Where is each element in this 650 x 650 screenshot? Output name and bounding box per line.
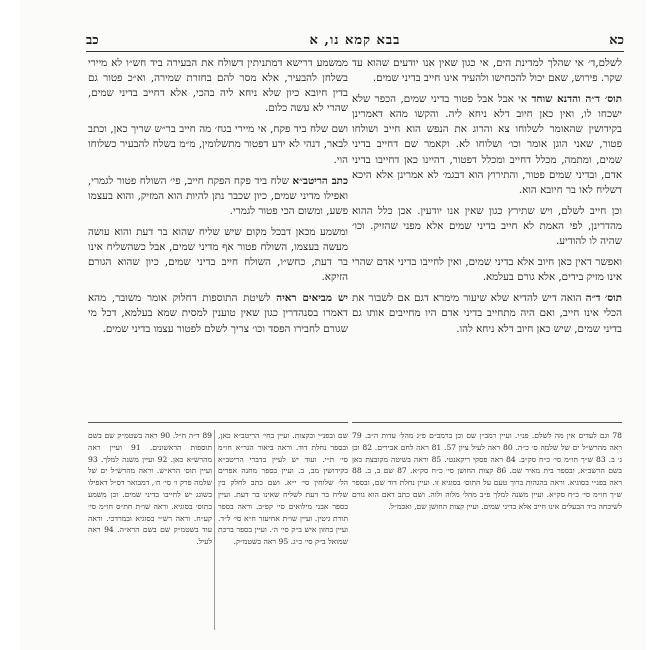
main-text-right-column (352, 56, 622, 421)
paragraph: ומשמע מכאן דבכל מקום שיש שליח שהוא בר דעת והוא עושה מעשה בעצמו, השולח פטור אף מדיני שמים, אבל כשהשליח אינו בר דעת, כחש״ו, השולח חייב בדיני שמים, כיון שהוא הגורם הזיקא. (88, 225, 348, 284)
paragraph: לשלם,ד׳ אי שהלך למדינת הים, אי כגון שאין אנו יודעים שהוא עד שקר. פירוש, שאם יכול להכחישו ולהעיד אינו חייב בדיני שמים. (352, 57, 622, 85)
page-number-right: כא (609, 33, 624, 48)
paragraph: ממשמע דרישא דמתניתין דשולח את הבעירה ביד חש״ו לא מיירי בשלחן להבעיר, אלא מסר להם בחזרת שמירה, וא״כ פטור גם בדין חיובא כיון שלא ניחא ליה בהכי, אלא דחייב בדיני שמים, שהרי לא עשה כלום. (88, 57, 348, 115)
footnote-divider-right (352, 422, 622, 423)
footnotes-middle-column: שם ובפנ״י ובקצות. ועיין בחי׳ הריטב״א כאן, ובספר נחלת דוד. וראה ביאור הגר״א חו״מ סי׳ ת״י. ועוד יש לעיין בדברי הריטב״א בקידושין מב, ב. ועיין בספר מחנה אפרים הל׳ שלוחין סי׳ י״א. ושם כתב לחלק בין שליח בר דעת לשליח שאינו בר דעת. ועיין בספר אבני מילואים סי׳ קפ״ב. וראה בספר תורת גיטין. ועיין שו״ת אחיעזר ח״א סי׳ ל״ד. ועיין בחזון איש ב״ק סי׳ ה׳. ועיין בספר ברכת שמואל ב״ק סי׳ כ״ג. 95 ראה בשטמ״ק. (218, 431, 348, 547)
page-number-left: כב (86, 33, 99, 48)
footnotes-left-column: 89 ד״ה ח״ל. 90 ראה בשטמ״ק שם בשם תוספות הראשונים. 91 ועיין ראה מהרש״א כאן. 92 ועיין משנה למלך. 93 ועיין תוס׳ הרא״ש. וראה מהרש״ל ים של שלמה פרק ו׳ סי׳ ח׳, דמבואר דס״ל דאפילו בשוגג יש לחייבו בדיני שמים. וכן משמע בתוס׳ בסוגיא. וראה שו״ת חת״ס חו״מ סי׳ קע״ח. וראה רש״י בסוגיא ובמרדכי. וראה עוד בשטמ״ק שם בשם הרא״ה. 94 ראה לעיל. (88, 431, 212, 547)
footnote-divider-left (88, 422, 348, 423)
main-text-left-column (88, 56, 348, 421)
header-divider (86, 51, 624, 52)
paragraph: ושם שלח ביד פקח, אי מיירי בגח׳ מה חייב בר״ש שריך כאן, וכתב לבאר, דנהי לא ידע דפטור מתשלומין, מ״מ בשלח להבעיר כשלוחו הוי. (88, 123, 348, 166)
paragraph: תוס׳ ד״ה והדנא שוחד אי אבל אבל פטור בדיני שמים, הכפר שלא ישכחו לו, ואין כאן חיוב דלא ניחא ליה. והקשו מהא דאמרינן בקידושין שהאומר לשלוחו צא והרוג את הנפש הוא חייב ושולחו פטור, שאני הוגן אומר וכו׳ ושלוחו לא. וקאמר שם דחייב בדיני שמים, ומתמה, מכלל דחייב ומכלל דפטור, דהיינו כאן דחייבו בדיני אדם, ובדיני שמים פטור, והתירוץ הוא דבגמ׳ לא אמרינן אלא היכא דשליח לאו בר חיובא הוא. (352, 93, 622, 196)
paragraph: תוס׳ ד״ה הואה דיש להדיא שלא שיעור מימרא דגם אם לשבור את הכלי אינו חייב, ואם היה מתחייב בדיני אדם היו מחייבים אותו גם בדיני שמים, שיש כאן חיוב דלא ניחא להו. (352, 292, 622, 335)
page-title: בבא קמא נו, א (309, 33, 401, 48)
book-page (20, 0, 646, 650)
paragraph: כתב הריטב״א שלח ביד פקח הפקח חייב, פי׳ השולח פטור לגמרי, ואפילו מדיני שמים, כיון שכבר נתן להיות הוא המזיק, והוא בעצמו פשע, ומשום הכי פטור לגמרי. (88, 174, 348, 217)
paragraph: ואפשר דאין כאן חיוב אלא בדיני שמים, ואין לחייבו בדיני אדם שהרי אינו מזיק בידים, אלא גורם בעלמא. (352, 256, 622, 284)
footnotes-right-column: 78 וגם לעדים אין מה לשלם. פנ״י. ועיין רמב״ן שם וכן ברמב״ם פ״ג מהל׳ עדות ה״ב. 79 ראה מהרש״ל ים של שלמה ס׳ כ״ה. 80 ראה לעיל ציון 57. 81 ראה לחם אבירים. 82 וכן ג׳ ב. 83 ש״ך חו״מ סי׳ כ״ח סק״ב. 84 ראה פסקי ריקאנטי. 85 וראה בשיטה מקובצת כאן בשם הרשב״א, ובספר בית מאיר שם. 86 קצות החושן סי׳ כ״ח סק״א. 87 שם ב, ב. 88 ראה בפנ״י בסוגיא. וראה בהגהות ברוך טעם על התוס׳ בסוגיא זו. ועיין נחלת דוד שם, ובספר ש״ך חו״מ סי׳ כ״ח סק״א. ועיין משנה למלך פ״ב מהל׳ מלוה ולוה. ושם כתב דאם הוא גורם לשיכחה ביד הבעלים אינו חייב אלא בדיני שמים. ועיין קצות החושן שם, ואכמ״ל. (352, 431, 622, 511)
page-header (86, 32, 624, 48)
footnote-column-rule (214, 430, 215, 630)
paragraph: וכן חייב לשלם, ויש שתירץ כגון שאין אנו יודעין. אכן כלל ההוא מהדרינן, לפי האמת לא חייב בדיני שמים אלא מפני שהזיק. וכו׳ שהיה לו להודיע. (352, 204, 622, 248)
paragraph: יש מביאים ראיה לשיטת התוספות דחלוק אומר משובר, מהא דאמרו בסנהדרין כגון שאין טוענין למסית שמא בעלמא, דכל מי שגורם לחבירו הפסד וכו׳ צריך לשלם לפטור עצמו בדיני שמים. (88, 292, 348, 335)
